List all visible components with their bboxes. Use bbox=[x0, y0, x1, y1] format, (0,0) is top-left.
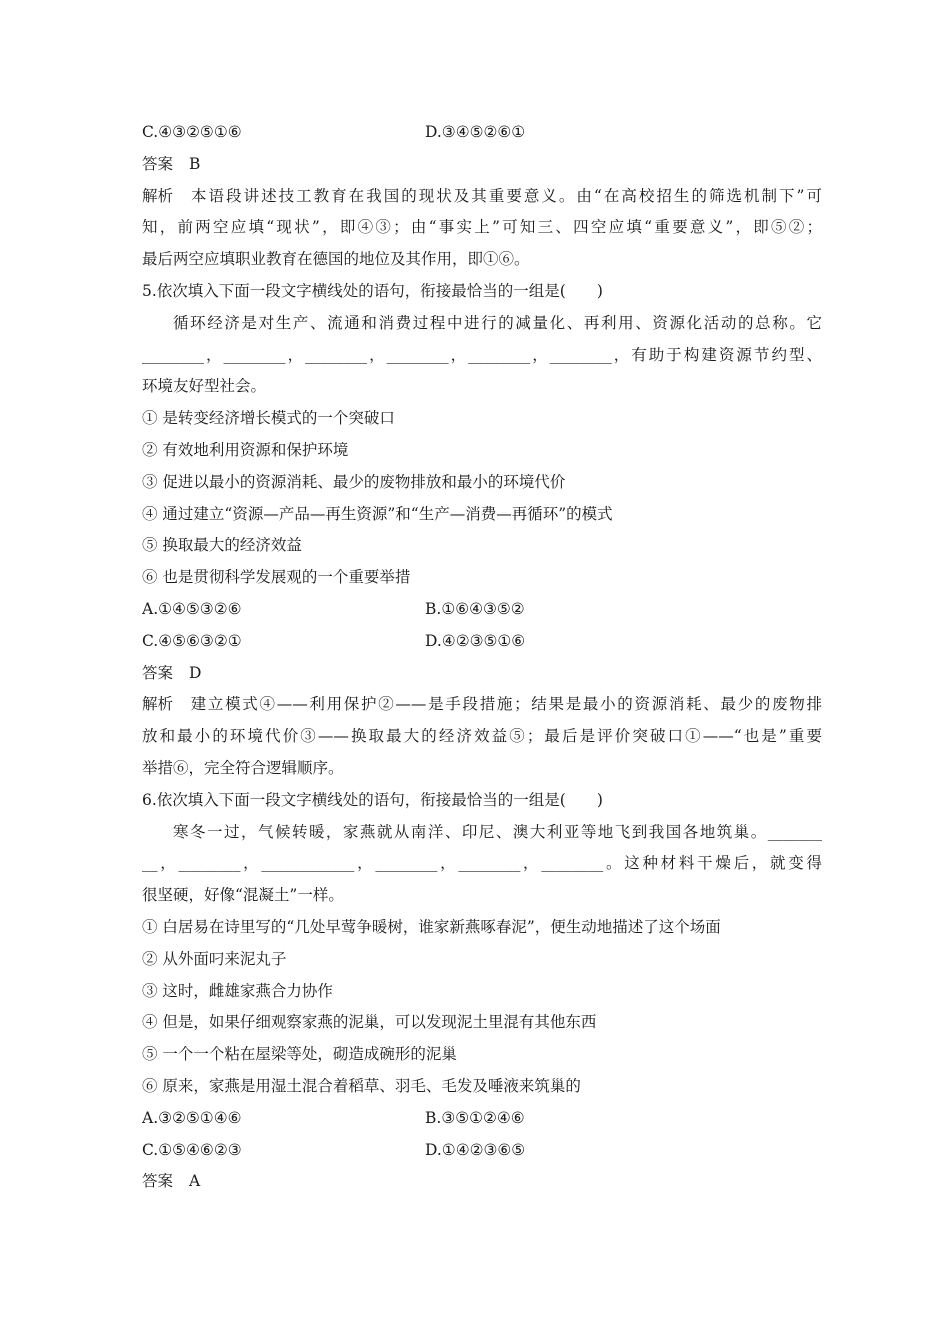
q5-analysis-line-2: 放和最小的环境代价③——换取最大的经济效益⑤；最后是评价突破口①——“也是”重要 bbox=[142, 727, 822, 746]
q5-analysis-text-1: 建立模式④——利用保护②——是手段措施；结果是最小的资源消耗、最少的废物排 bbox=[189, 695, 822, 714]
q4-analysis-text-1: 本语段讲述技工教育在我国的现状及其重要意义。由“在高校招生的筛选机制下”可 bbox=[189, 186, 822, 205]
q5-passage-line-2: ________，________，________，________，________，________，有助于构建资源节约型、 bbox=[142, 345, 822, 364]
q4-options-cd bbox=[142, 117, 822, 149]
q6-answer bbox=[142, 1166, 822, 1198]
q6-option-a[interactable]: A.③②⑤①④⑥ bbox=[142, 1108, 242, 1127]
q4-answer-value: B bbox=[189, 154, 201, 173]
q5-item-4: ④ 通过建立“资源—产品—再生资源”和“生产—消费—再循环”的模式 bbox=[142, 504, 613, 523]
q6-item-1: ① 白居易在诗里写的“几处早莺争暖树，谁家新燕啄春泥”，便生动地描述了这个场面 bbox=[142, 917, 721, 936]
q5-options-cd bbox=[142, 626, 822, 658]
q5-analysis-line-3: 举措⑥，完全符合逻辑顺序。 bbox=[142, 758, 344, 777]
q6-passage-line-2: __，________，____________，________，________，________。这种材料干燥后，就变得 bbox=[142, 854, 822, 873]
q6-item-6: ⑥ 原来，家燕是用湿土混合着稻草、羽毛、毛发及唾液来筑巢的 bbox=[142, 1076, 581, 1095]
q6-answer-label: 答案 bbox=[142, 1172, 174, 1191]
q4-analysis-line-2: 知，前两空应填“现状”，即④③；由“事实上”可知三、四空应填“重要意义”，即⑤②； bbox=[142, 218, 822, 237]
q5-item-3: ③ 促进以最小的资源消耗、最少的废物排放和最小的环境代价 bbox=[142, 472, 566, 491]
q6-passage-line-1: 寒冬一过，气候转暖，家燕就从南洋、印尼、澳大利亚等地飞到我国各地筑巢。_______ bbox=[173, 822, 822, 841]
q6-item-3: ③ 这时，雌雄家燕合力协作 bbox=[142, 981, 333, 1000]
q6-option-d[interactable]: D.①④②③⑥⑤ bbox=[425, 1140, 526, 1159]
q5-option-c[interactable]: C.④⑤⑥③②① bbox=[142, 631, 242, 650]
q6-option-c[interactable]: C.①⑤④⑥②③ bbox=[142, 1140, 242, 1159]
q6-item-2: ② 从外面叼来泥丸子 bbox=[142, 949, 287, 968]
q4-analysis-line-3: 最后两空应填职业教育在德国的地位及其作用，即①⑥。 bbox=[142, 250, 530, 269]
q6-options-ab bbox=[142, 1103, 822, 1135]
q6-option-b[interactable]: B.③⑤①②④⑥ bbox=[425, 1108, 525, 1127]
q6-question: 6.依次填入下面一段文字横线处的语句，衔接最恰当的一组是( ) bbox=[142, 790, 603, 809]
q5-answer-label: 答案 bbox=[142, 663, 174, 682]
q5-analysis-label: 解析 bbox=[142, 695, 174, 714]
q6-passage-line-3: 很坚硬，好像“混凝土”一样。 bbox=[142, 886, 344, 905]
q5-options-ab bbox=[142, 594, 822, 626]
q5-option-d[interactable]: D.④②③⑤①⑥ bbox=[425, 631, 526, 650]
q4-answer-label: 答案 bbox=[142, 154, 174, 173]
q4-answer bbox=[142, 149, 822, 181]
document-page bbox=[142, 117, 822, 1198]
q4-option-d[interactable]: D.③④⑤②⑥① bbox=[425, 123, 526, 141]
q5-answer bbox=[142, 658, 822, 690]
q4-analysis-line-1 bbox=[142, 181, 822, 213]
q5-item-5: ⑤ 换取最大的经济效益 bbox=[142, 536, 302, 555]
q6-item-5: ⑤ 一个一个粘在屋梁等处，砌造成碗形的泥巢 bbox=[142, 1045, 457, 1064]
q4-analysis-label: 解析 bbox=[142, 186, 174, 205]
q5-passage-line-1: 循环经济是对生产、流通和消费过程中进行的减量化、再利用、资源化活动的总称。它 bbox=[173, 313, 822, 332]
q6-answer-value: A bbox=[189, 1172, 201, 1191]
q4-option-c[interactable]: C.④③②⑤①⑥ bbox=[142, 123, 242, 141]
q5-passage-line-3: 环境友好型社会。 bbox=[142, 377, 267, 396]
q5-item-6: ⑥ 也是贯彻科学发展观的一个重要举措 bbox=[142, 568, 411, 587]
q6-options-cd bbox=[142, 1135, 822, 1167]
q5-item-1: ① 是转变经济增长模式的一个突破口 bbox=[142, 409, 395, 428]
q5-option-a[interactable]: A.①④⑤③②⑥ bbox=[142, 599, 242, 618]
q6-item-4: ④ 但是，如果仔细观察家燕的泥巢，可以发现泥土里混有其他东西 bbox=[142, 1013, 597, 1032]
q5-analysis-line-1 bbox=[142, 689, 822, 721]
q5-question: 5.依次填入下面一段文字横线处的语句，衔接最恰当的一组是( ) bbox=[142, 281, 603, 300]
q5-answer-value: D bbox=[189, 663, 202, 682]
q5-option-b[interactable]: B.①⑥④③⑤② bbox=[425, 599, 525, 618]
q5-item-2: ② 有效地利用资源和保护环境 bbox=[142, 440, 349, 459]
